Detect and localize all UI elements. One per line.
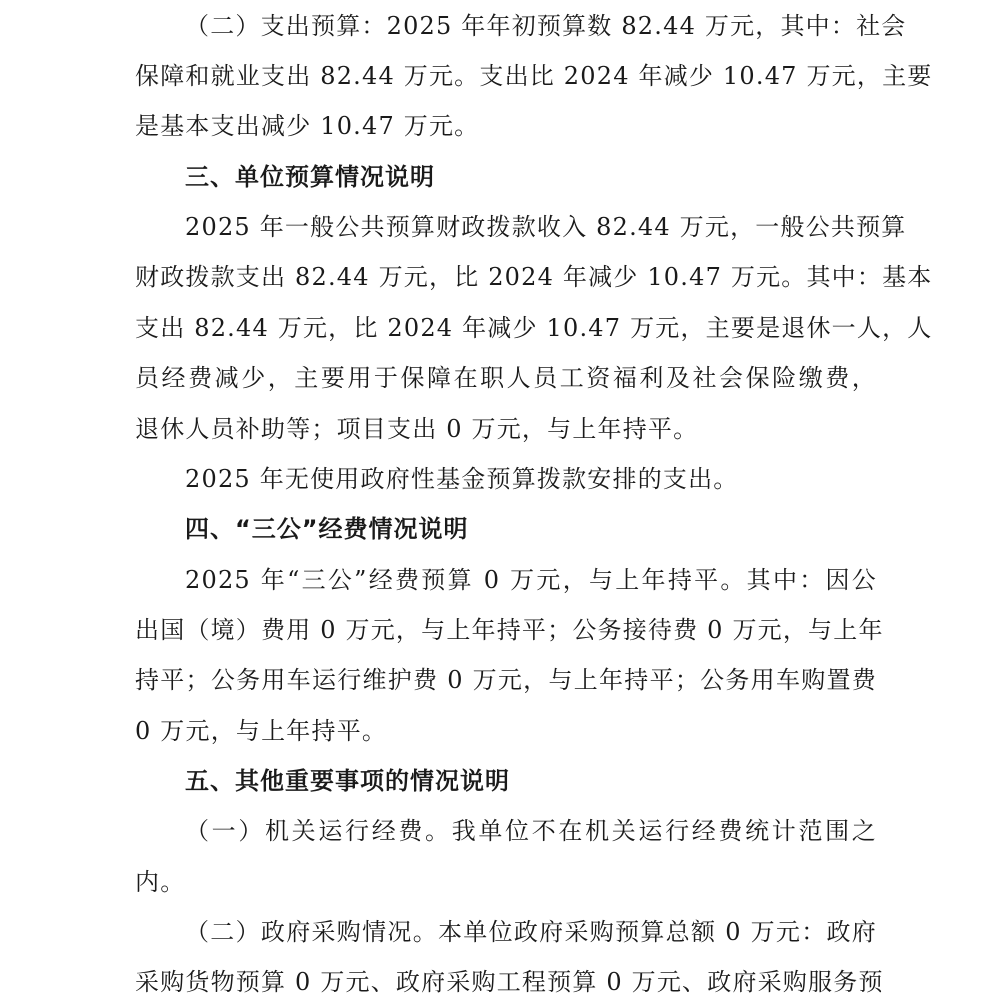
paragraph-line: 是基本支出减少 10.47 万元。 xyxy=(135,112,480,140)
section-heading: 五、其他重要事项的情况说明 xyxy=(185,767,510,795)
paragraph-line: 保障和就业支出 82.44 万元。支出比 2024 年减少 10.47 万元，主要 xyxy=(135,62,933,90)
paragraph-line: 2025 年一般公共预算财政拨款收入 82.44 万元，一般公共预算 xyxy=(185,213,907,241)
paragraph-line: 出国（境）费用 0 万元，与上年持平；公务接待费 0 万元，与上年 xyxy=(135,616,884,644)
paragraph-line: 退休人员补助等；项目支出 0 万元，与上年持平。 xyxy=(135,415,699,443)
paragraph-line: （二）政府采购情况。本单位政府采购预算总额 0 万元：政府 xyxy=(185,918,877,946)
paragraph-line: （二）支出预算：2025 年年初预算数 82.44 万元，其中：社会 xyxy=(185,12,907,40)
section-heading: 三、单位预算情况说明 xyxy=(185,163,435,191)
paragraph-line: 2025 年无使用政府性基金预算拨款安排的支出。 xyxy=(185,465,739,493)
paragraph-line: （一）机关运行经费。我单位不在机关运行经费统计范围之 xyxy=(185,817,877,845)
paragraph-line: 内。 xyxy=(135,868,186,896)
paragraph-line: 财政拨款支出 82.44 万元，比 2024 年减少 10.47 万元。其中：基本 xyxy=(135,263,933,291)
paragraph-line: 员经费减少，主要用于保障在职人员工资福利及社会保险缴费， xyxy=(135,364,877,392)
paragraph-line: 0 万元，与上年持平。 xyxy=(135,717,388,745)
paragraph-line: 采购货物预算 0 万元、政府采购工程预算 0 万元、政府采购服务预 xyxy=(135,968,884,996)
paragraph-line: 支出 82.44 万元，比 2024 年减少 10.47 万元，主要是退休一人，人 xyxy=(135,314,933,342)
paragraph-line: 2025 年“三公”经费预算 0 万元，与上年持平。其中：因公 xyxy=(185,566,877,594)
section-heading: 四、“三公”经费情况说明 xyxy=(185,515,469,543)
paragraph-line: 持平；公务用车运行维护费 0 万元，与上年持平；公务用车购置费 xyxy=(135,666,877,694)
